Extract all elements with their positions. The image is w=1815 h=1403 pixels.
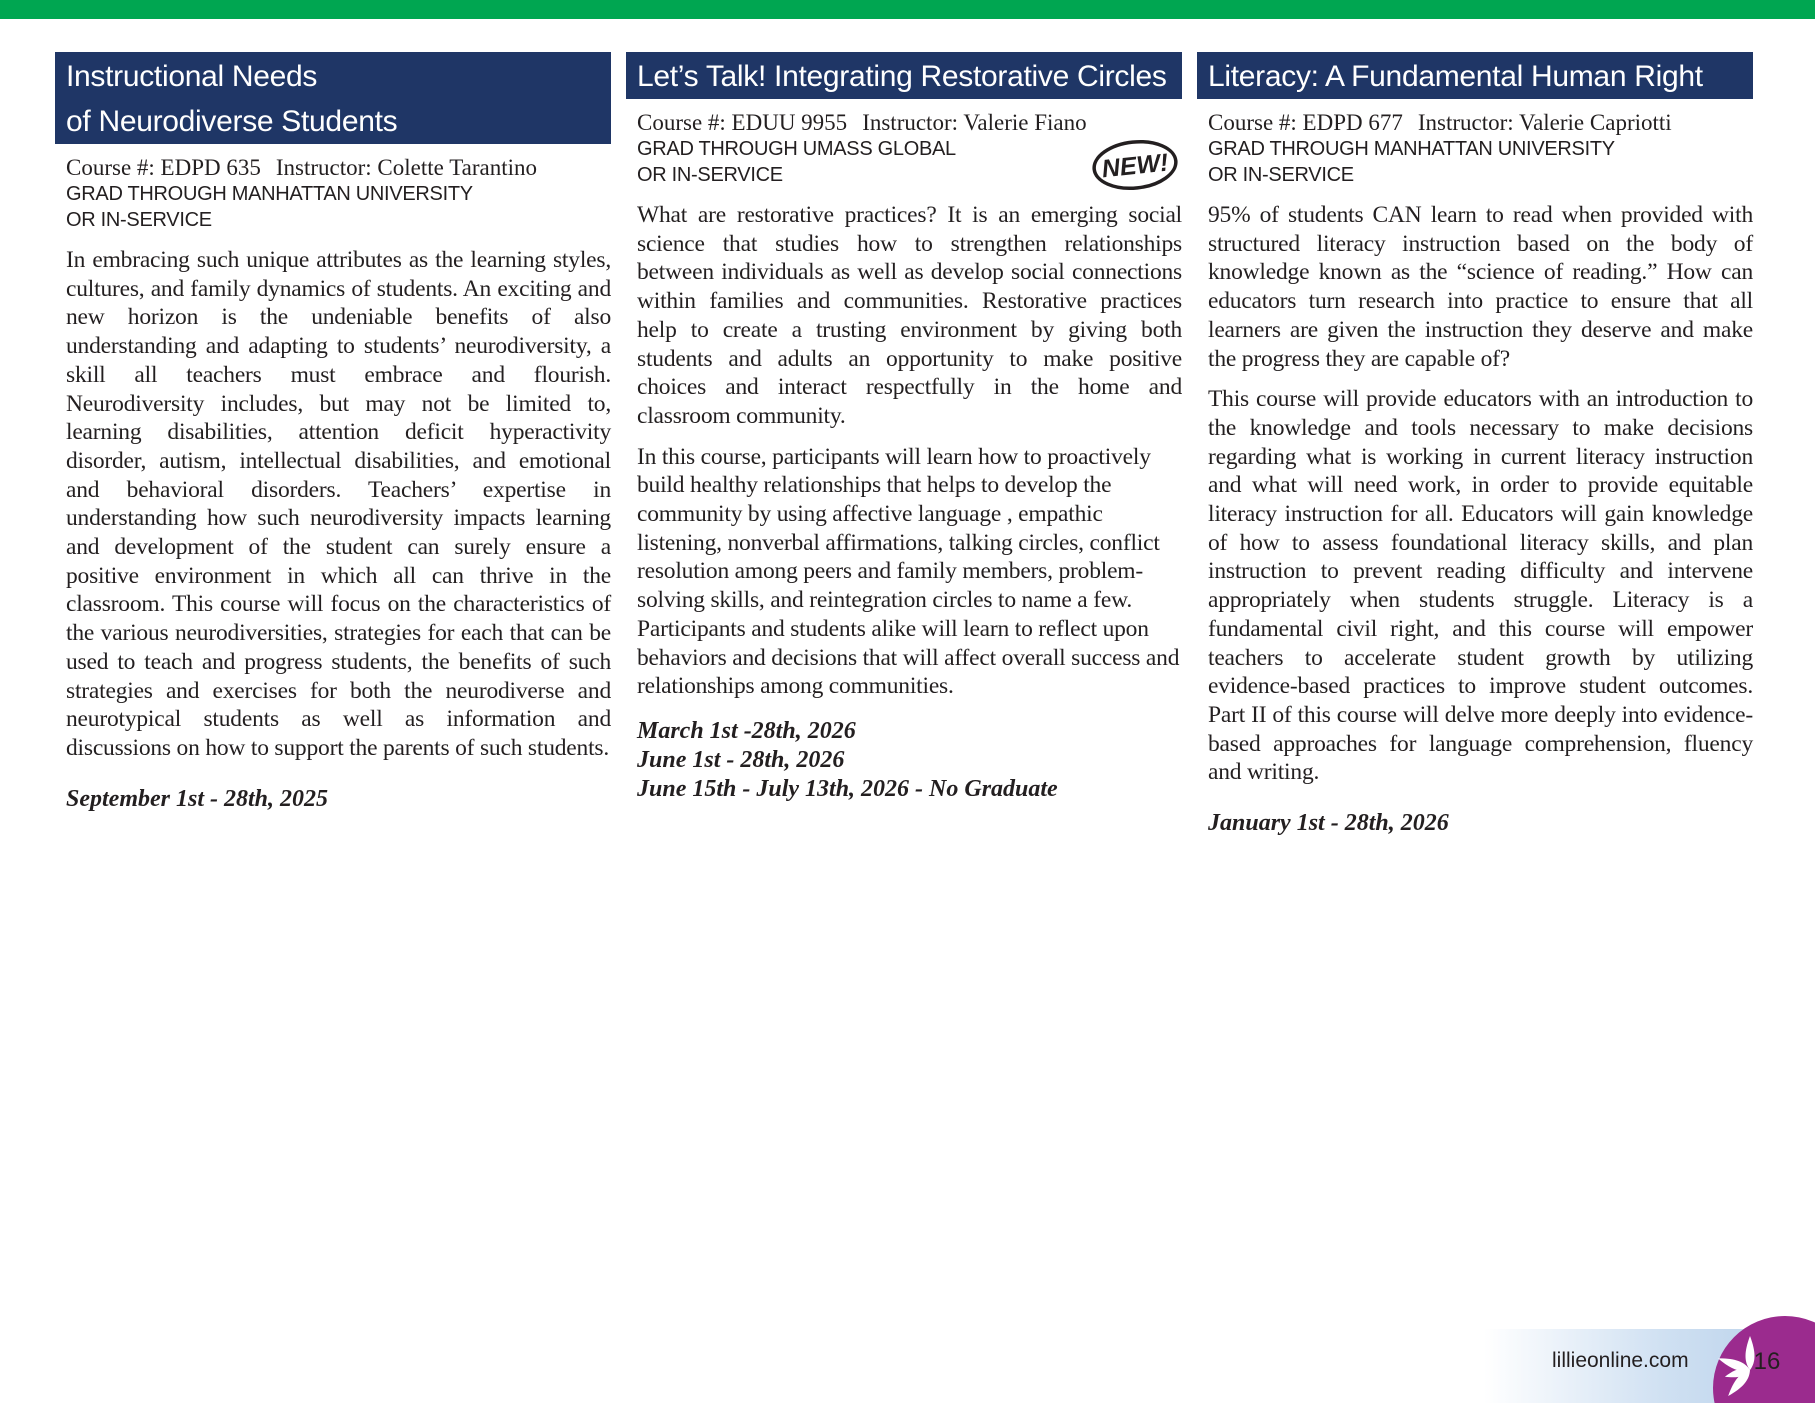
- instructor: Instructor: Valerie Fiano: [862, 110, 1087, 135]
- course-column-3: [1197, 52, 1753, 838]
- course-dates: [55, 785, 611, 814]
- grad-option: GRAD THROUGH UMASS GLOBAL: [637, 138, 956, 160]
- course-date: June 1st - 28th, 2026: [637, 746, 845, 773]
- course-title-line: Literacy: A Fundamental Human Right: [1208, 60, 1703, 93]
- course-description: [626, 201, 1182, 701]
- footer-url-link[interactable]: lillieonline.com: [1552, 1349, 1689, 1372]
- course-description: [55, 246, 611, 763]
- description-paragraph: This course will provide educators with an introduction to the knowledge and tools necessary to make decisions regarding what is working in current literacy instruction and what will need work, in order to provide equitable literacy instruction for all. Educators will gain knowledge of how to assess foundational literacy skills, and plan instruction to prevent reading difficulty and intervene appropriately when students struggle. Literacy is a fundamental civil right, and this course will empower teachers to accelerate student growth by utilizing evidence-based practices to improve student outcomes. Part II of this course will delve more deeply into evidence-based approaches for language comprehension, fluency and writing.: [1208, 386, 1753, 786]
- course-column-1: [55, 52, 611, 814]
- grad-option: OR IN-SERVICE: [66, 209, 212, 231]
- course-number: Course #: EDPD 677: [1208, 110, 1403, 135]
- description-paragraph: In embracing such unique attributes as the learning styles, cultures, and family dynamics of students. An exciting and new horizon is the undeniable benefits of also understanding and adapting to students’ neurodiversity, a skill all teachers must embrace and flourish. Neurodiversity includes, but may not be limited to, learning disabilities, attention deficit hyperactivity disorder, autism, intellectual disabilities, and emotional and behavioral disorders. Teachers’ expertise in understanding how such neurodiversity impacts learning and development of the student can surely ensure a positive environment in which all can thrive in the classroom. This course will focus on the characteristics of the various neurodiversities, strategies for each that can be used to teach and progress students, the benefits of such strategies and exercises for both the neurodiverse and neurotypical students as well as information and discussions on how to support the parents of such students.: [66, 247, 611, 761]
- course-title-line: of Neurodiverse Students: [66, 105, 398, 138]
- course-date: September 1st - 28th, 2025: [66, 785, 328, 812]
- instructor: Instructor: Colette Tarantino: [275, 155, 537, 180]
- course-date: March 1st -28th, 2026: [637, 717, 856, 744]
- course-title-line: Let’s Talk! Integrating Restorative Circles: [637, 60, 1167, 93]
- course-meta: [626, 109, 1182, 188]
- course-title: [55, 52, 611, 144]
- page-number: 16: [1753, 1348, 1781, 1375]
- new-badge-icon: [1090, 137, 1180, 193]
- grad-option: OR IN-SERVICE: [1208, 164, 1354, 186]
- course-meta: [55, 154, 611, 233]
- course-column-2: [626, 52, 1182, 804]
- course-dates: [626, 717, 1182, 804]
- new-badge-label: NEW!: [1100, 148, 1170, 184]
- grad-option: GRAD THROUGH MANHATTAN UNIVERSITY: [66, 183, 473, 205]
- course-title: [1197, 52, 1753, 99]
- description-paragraph: In this course, participants will learn how to proactively build healthy relationships that helps to develop the community by using affective language , empathic listening, nonverbal affirmations, talking circles, conflict resolution among peers and family members, problem-solving skills, and reintegration circles to name a few. Participants and students alike will learn to reflect upon behaviors and decisions that will affect overall success and relationships among communities.: [637, 443, 1180, 700]
- course-dates: [1197, 809, 1753, 838]
- description-paragraph: What are restorative practices? It is an emerging social science that studies how to strengthen relationships between individuals as well as develop social connections within families and communities. Restorative practices help to create a trusting environment by giving both students and adults an opportunity to make positive choices and interact respectfully in the home and classroom community.: [637, 202, 1182, 429]
- course-title: [626, 52, 1182, 99]
- course-date: June 15th - July 13th, 2026 - No Graduate: [637, 775, 1058, 802]
- grad-option: OR IN-SERVICE: [637, 164, 783, 186]
- course-number: Course #: EDPD 635: [66, 155, 261, 180]
- course-title-line: Instructional Needs: [66, 60, 318, 93]
- description-paragraph: 95% of students CAN learn to read when provided with structured literacy instruction based on the body of knowledge known as the “science of reading.” How can educators turn research into practice to ensure that all learners are given the instruction they deserve and make the progress they are capable of?: [1208, 202, 1753, 372]
- course-meta: [1197, 109, 1753, 188]
- course-number: Course #: EDUU 9955: [637, 110, 848, 135]
- grad-option: GRAD THROUGH MANHATTAN UNIVERSITY: [1208, 138, 1615, 160]
- course-description: [1197, 201, 1753, 787]
- top-green-bar: [0, 0, 1815, 19]
- instructor: Instructor: Valerie Capriotti: [1417, 110, 1672, 135]
- course-date: January 1st - 28th, 2026: [1208, 810, 1449, 837]
